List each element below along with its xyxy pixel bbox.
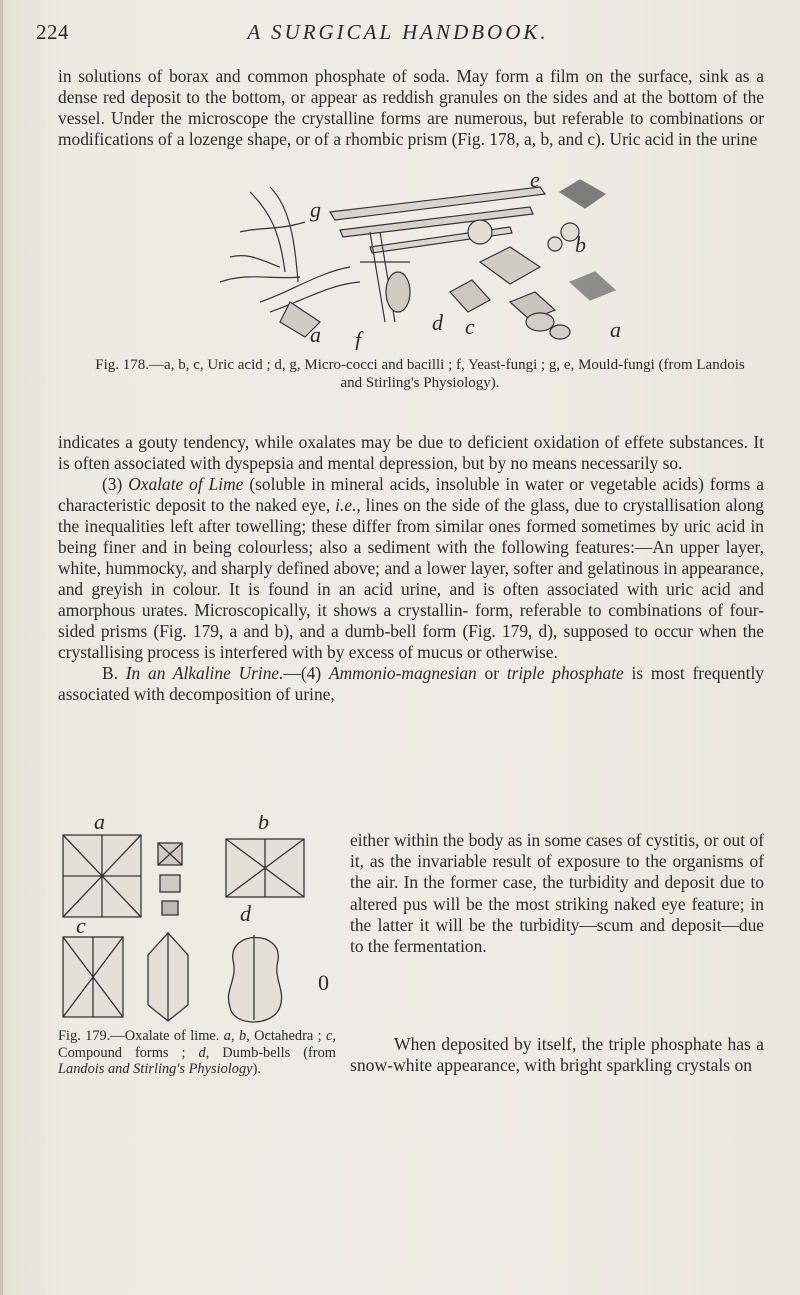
fig178-letter-a-left: a bbox=[310, 322, 321, 347]
figure-178-caption-text: a, b, c, Uric acid ; d, g, Micro-cocci and bacilli ; f, Yeast-fungi ; g, e, Mould-fungi (from Landois and Stirling's Physiology). bbox=[164, 357, 745, 391]
fig179-letter-d: d bbox=[240, 901, 251, 926]
figure-178-caption bbox=[95, 356, 745, 392]
page-header bbox=[36, 20, 760, 50]
caption179-ab: a, b, bbox=[223, 1028, 250, 1044]
fig179-letter-b: b bbox=[258, 815, 269, 834]
fig179-letter-a: a bbox=[94, 815, 105, 834]
fig178-letter-a-right: a bbox=[610, 317, 621, 342]
oxalate-title: Oxalate of Lime bbox=[128, 474, 244, 494]
para2-body4-start: is most frequently associated with decomposition of urine, bbox=[58, 663, 764, 704]
ie-abbrev: i.e. bbox=[335, 495, 357, 515]
caption179-compound: Compound forms ; bbox=[58, 1044, 199, 1061]
caption179-end: ). bbox=[252, 1061, 261, 1077]
fig178-letter-c: c bbox=[465, 314, 475, 339]
fig178-letter-e: e bbox=[530, 172, 540, 192]
section-b-label: B. bbox=[102, 663, 126, 683]
caption179-dumbbells: Dumb-bells (from bbox=[209, 1044, 336, 1061]
caption179-octahedra: Octahedra ; bbox=[249, 1028, 326, 1044]
figure-179-illustration bbox=[58, 815, 343, 1023]
figure-178-caption-label: Fig. 178.— bbox=[95, 357, 165, 373]
page-number: 224 bbox=[36, 20, 69, 44]
paragraph-uric-acid: in solutions of borax and common phosphate of soda. May form a film on the surface, sink as a dense red deposit to the bottom, or appear as reddish granules on the sides and at the bottom of the vessel. Under the microscope the crystalline forms are numerous, but referable to combinations or modifications of a lozenge shape, or of a rhombic prism (Fig. 178, a, b, and c). Uric acid in the urine bbox=[58, 66, 764, 149]
fig178-letter-g: g bbox=[310, 197, 321, 222]
page-edge bbox=[0, 0, 3, 1295]
figure-179-caption bbox=[58, 1028, 336, 1078]
figure-178-illustration bbox=[210, 172, 630, 350]
section-b-dash: —(4) bbox=[283, 663, 329, 683]
para-last-text: When deposited by itself, the triple phosphate has a snow-white appearance, with bright sparkling crystals on bbox=[350, 1034, 764, 1075]
section-b-title: In an Alkaline Urine. bbox=[125, 663, 284, 683]
paragraph-triple-phosphate bbox=[350, 1034, 764, 1076]
running-head: A SURGICAL HANDBOOK. bbox=[247, 20, 549, 44]
paragraph-oxalate bbox=[58, 432, 764, 705]
para2-body3a: (soluble in mineral acids, insoluble in water or vegetable acids) forms a characteristic deposit to the naked eye, bbox=[58, 474, 764, 515]
fig178-letter-f: f bbox=[355, 327, 362, 350]
triple-phosphate-title: triple phosphate bbox=[506, 663, 624, 683]
fig178-letter-b: b bbox=[575, 232, 586, 257]
ammonio-title: Ammonio-magnesian bbox=[328, 663, 477, 683]
caption179-d: d, bbox=[198, 1044, 210, 1061]
figure-178-drawing bbox=[210, 172, 630, 350]
caption179-c: c, bbox=[326, 1028, 336, 1044]
caption179-source: Landois and Stirling's Physiology bbox=[58, 1061, 253, 1077]
para2-body3b: , lines on the side of the glass, due to crystallisation along the inequalities left after towelling; these differ from similar ones formed sometimes by uric acid in being finer and in being colourless; also a sediment with the following features:—An upper layer, white, hummocky, and sharply defined above; and a lower layer, softer and gelatinous in appearance, and greyish in colour. It is found in an acid urine, and is often associated with uric acid and amorphous urates. Microscopically, it shows a crystallin- form, referable to combinations of four-sided prisms (Fig. 179, a and b), and a dumb-bell form (Fig. 179, d), supposed to occur when the crystallising process is interfered with by excess of mucus or otherwise. bbox=[58, 495, 764, 662]
fig179-small-figure-mark: 0 bbox=[318, 970, 329, 995]
figure-179-caption-label: Fig. 179.—Oxalate of lime. bbox=[58, 1028, 224, 1044]
or-word: or bbox=[476, 663, 507, 683]
para2-num3: (3) bbox=[102, 474, 129, 494]
paragraph-phosphate-side: either within the body as in some cases of cystitis, or out of it, as the invariable result of exposure to the organisms of the air. In the former case, the turbidity and deposit due to altered pus will be the most striking naked eye feature; in the latter it will be the turbidity—scum and deposit—due to the fermentation. bbox=[350, 830, 764, 957]
fig179-letter-c: c bbox=[76, 913, 86, 938]
para2-intro: indicates a gouty tendency, while oxalates may be due to deficient oxidation of effete substances. It is often associated with dyspepsia and mental depression, but by no means necessarily so. bbox=[58, 432, 764, 473]
figure-179-drawing bbox=[58, 815, 343, 1023]
fig178-letter-d: d bbox=[432, 310, 443, 335]
